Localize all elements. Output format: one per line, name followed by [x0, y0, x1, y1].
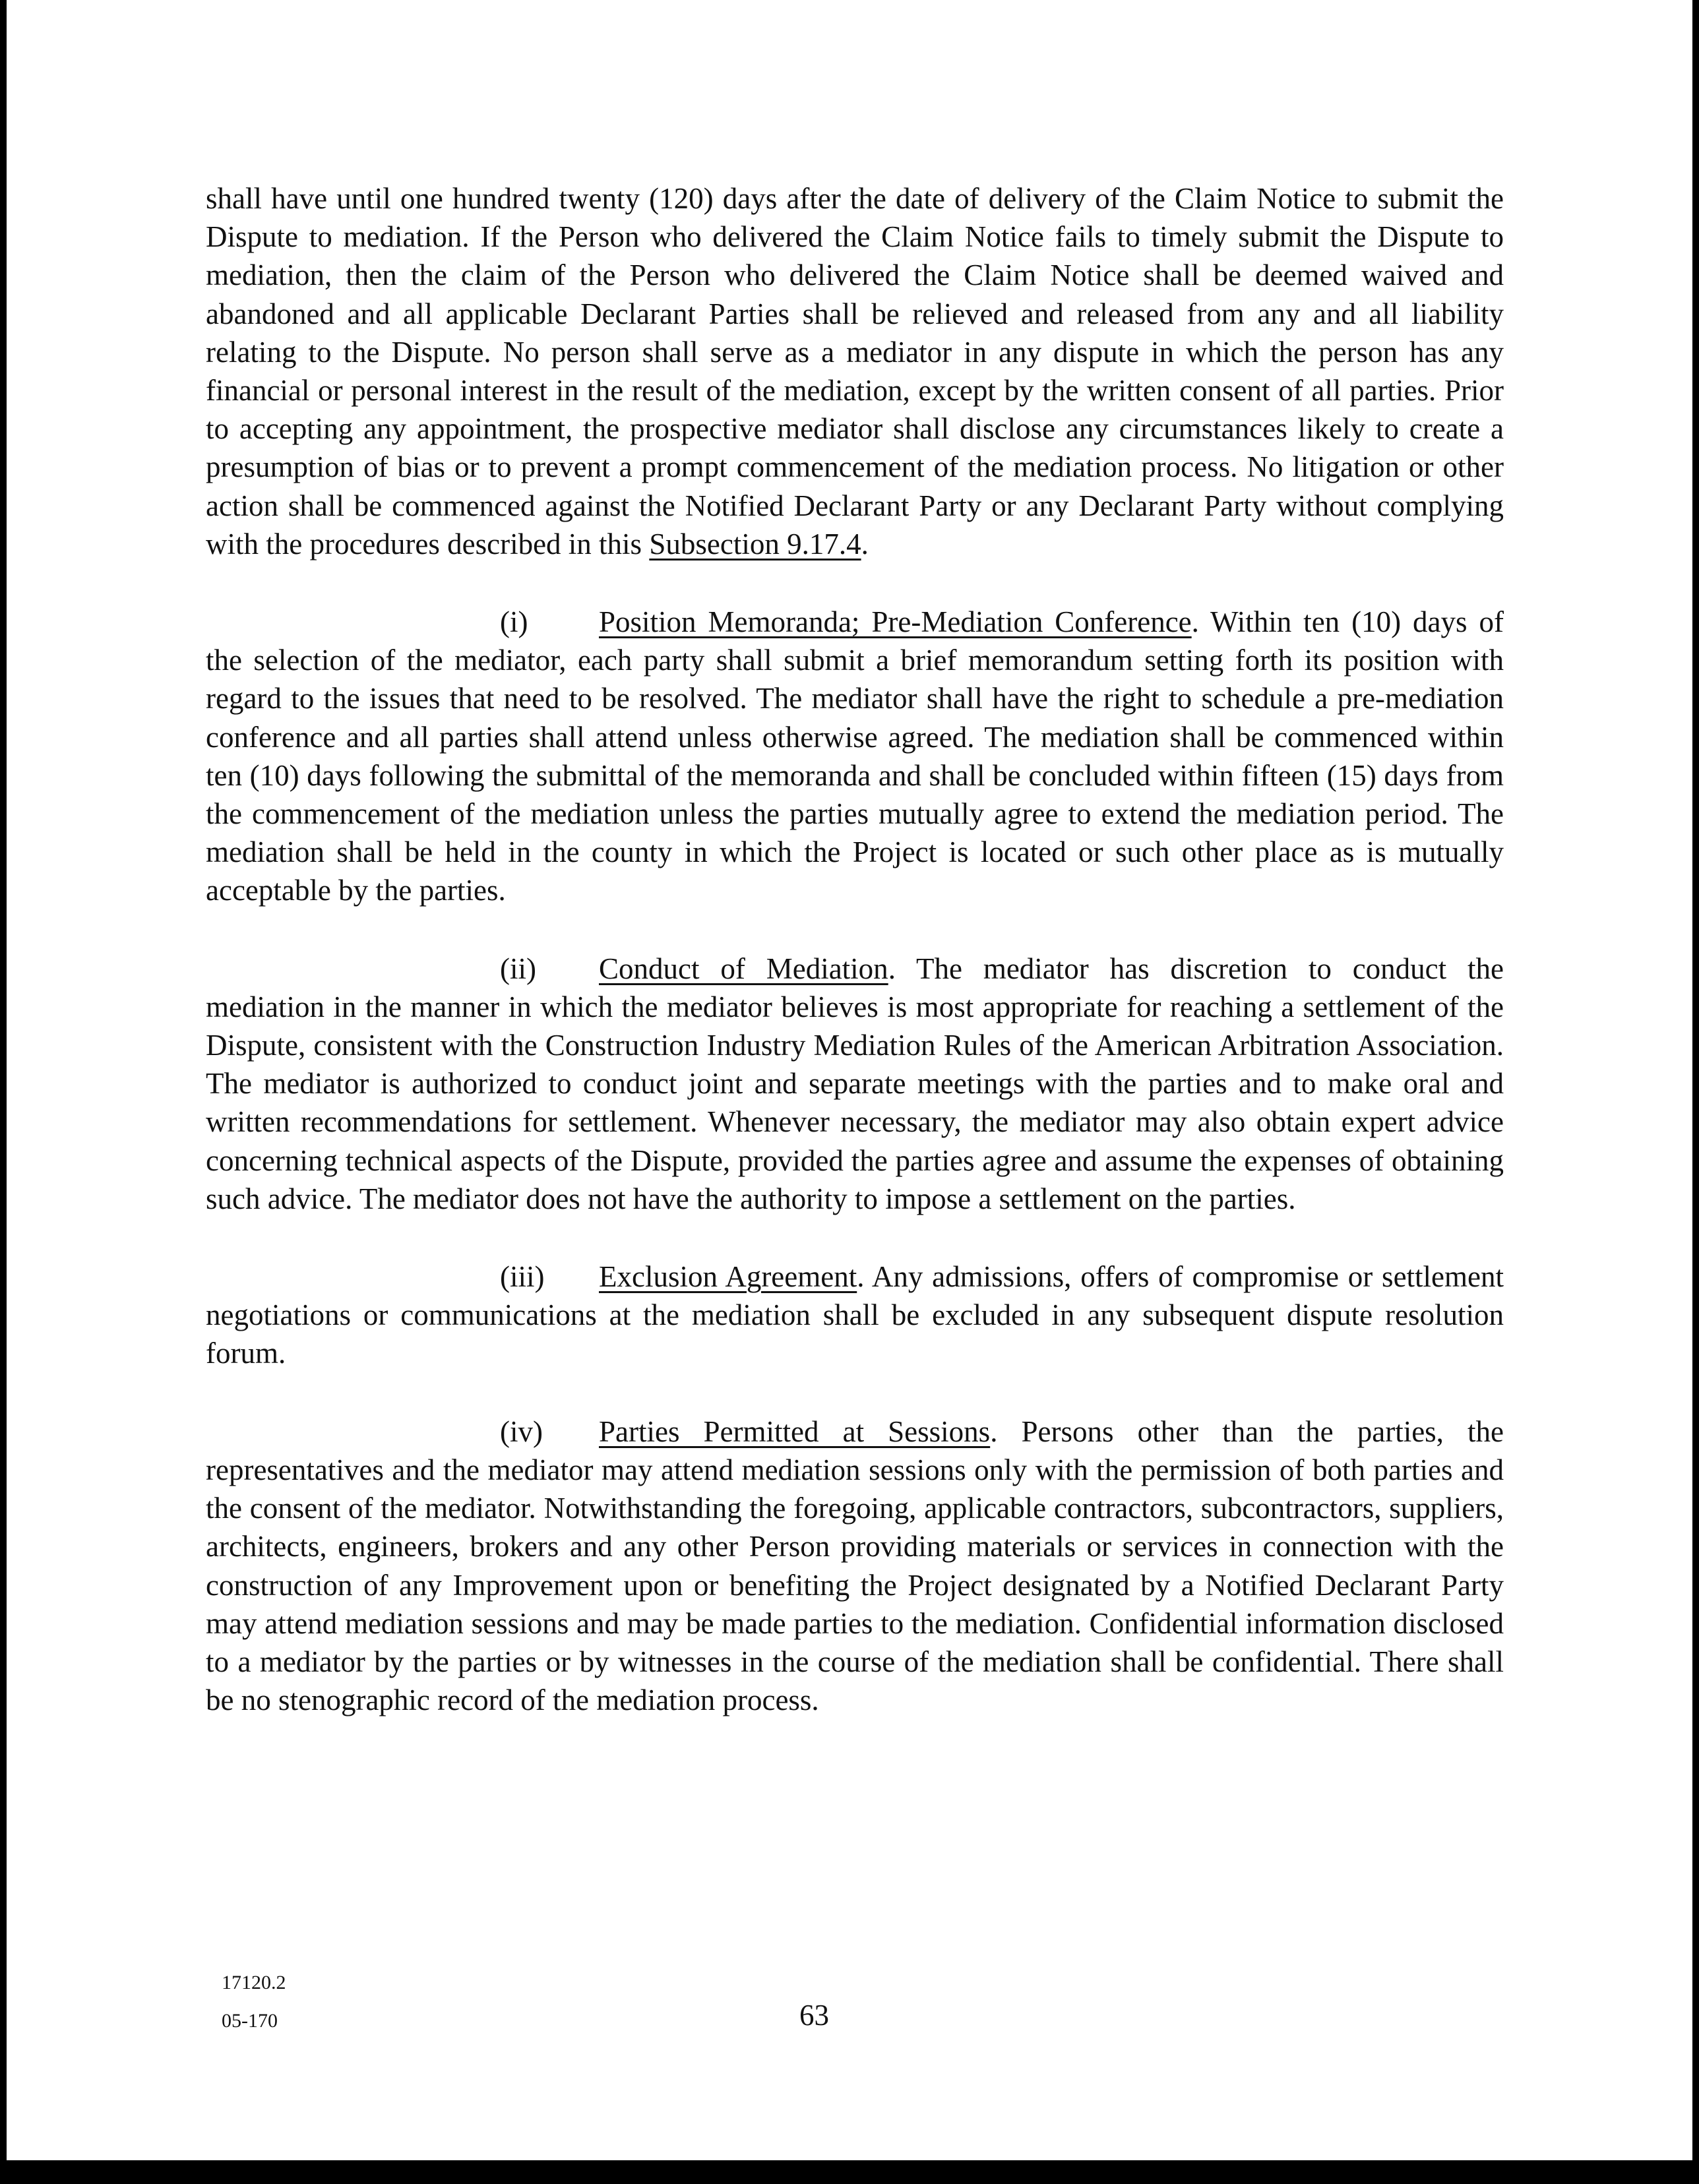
section-text: . Within ten (10) days of the selection of the mediator, each party shall submit a brief memorandum setting forth its position with regard to the issues that need to be resolved. The mediator shall have the right to schedule a pre-mediation conference and all parties shall attend unless otherwise agreed. The mediation shall be commenced within ten (10) days following the submittal of the memoranda and shall be concluded within fifteen (15) days from the commencement of the mediation unless the parties mutually agree to extend the mediation period. The mediation shall be held in the county in which the Project is located or such other place as is mutually acceptable by the parties. — [206, 605, 1504, 907]
document-id-line1: 17120.2 — [222, 1972, 286, 1993]
paragraph-text: shall have until one hundred twenty (120) days after the date of delivery of the Claim Notice to submit the Dispute to mediation. If the Person who delivered the Claim Notice fails to timely submit the Dispute to mediation, then the claim of the Person who delivered the Claim Notice shall be deemed waived and abandoned and all applicable Declarant Parties shall be relieved and released from any and all liability relating to the Dispute. No person shall serve as a mediator in any dispute in which the person has any financial or personal interest in the result of the mediation, except by the written consent of all parties. Prior to accepting any appointment, the prospective mediator shall disclose any circumstances likely to create a presumption of bias or to prevent a prompt commencement of the mediation process. No litigation or other action shall be commenced against the Notified Declarant Party or any Declarant Party without complying with the procedures described in this — [206, 182, 1504, 561]
section-number: (ii) — [500, 952, 536, 985]
section-text: . Persons other than the parties, the representatives and the mediator may attend mediation sessions only with the permission of both parties and the consent of the mediator. Notwithstanding the foregoing, applicable contractors, subcontractors, suppliers, architects, engineers, brokers and any other Person providing materials or services in connection with the construction of any Improvement upon or benefiting the Project designated by a Notified Declarant Party may attend mediation sessions and may be made parties to the mediation. Confidential information disclosed to a mediator by the parties or by witnesses in the course of the mediation shall be confidential. There shall be no stenographic record of the mediation process. — [206, 1414, 1504, 1717]
document-body — [206, 179, 1504, 1759]
section-heading: Exclusion Agreement — [599, 1260, 857, 1294]
section-number: (i) — [500, 605, 528, 639]
section-iv — [206, 1412, 1504, 1720]
section-text: . Any admissions, offers of compromise or settlement negotiations or communications at the mediation shall be excluded in any subsequent dispute resolution forum. — [206, 1260, 1504, 1370]
section-heading: Conduct of Mediation — [599, 952, 888, 985]
section-text: . The mediator has discretion to conduct the mediation in the manner in which the mediator believes is most appropriate for reaching a settlement of the Dispute, consistent with the Construction Industry Mediation Rules of the American Arbitration Association. The mediator is authorized to conduct joint and separate meetings with the parties and to make oral and written recommendations for settlement. Whenever necessary, the mediator may also obtain expert advice concerning technical aspects of the Dispute, provided the parties agree and assume the expenses of obtaining such advice. The mediator does not have the authority to impose a settlement on the parties. — [206, 952, 1504, 1215]
section-heading: Parties Permitted at Sessions — [599, 1414, 991, 1448]
section-iii — [206, 1258, 1504, 1373]
section-heading: Position Memoranda; Pre-Mediation Conference — [599, 605, 1192, 639]
section-number: (iii) — [500, 1260, 545, 1294]
document-id — [222, 1964, 286, 2040]
section-number: (iv) — [500, 1414, 543, 1448]
section-i — [206, 603, 1504, 910]
document-id-line2: 05-170 — [222, 2010, 278, 2032]
paragraph-continuation — [206, 179, 1504, 563]
subsection-reference: Subsection 9.17.4 — [649, 527, 861, 561]
paragraph-text-end: . — [861, 527, 869, 561]
section-ii — [206, 950, 1504, 1218]
page-number: 63 — [799, 1999, 829, 2032]
